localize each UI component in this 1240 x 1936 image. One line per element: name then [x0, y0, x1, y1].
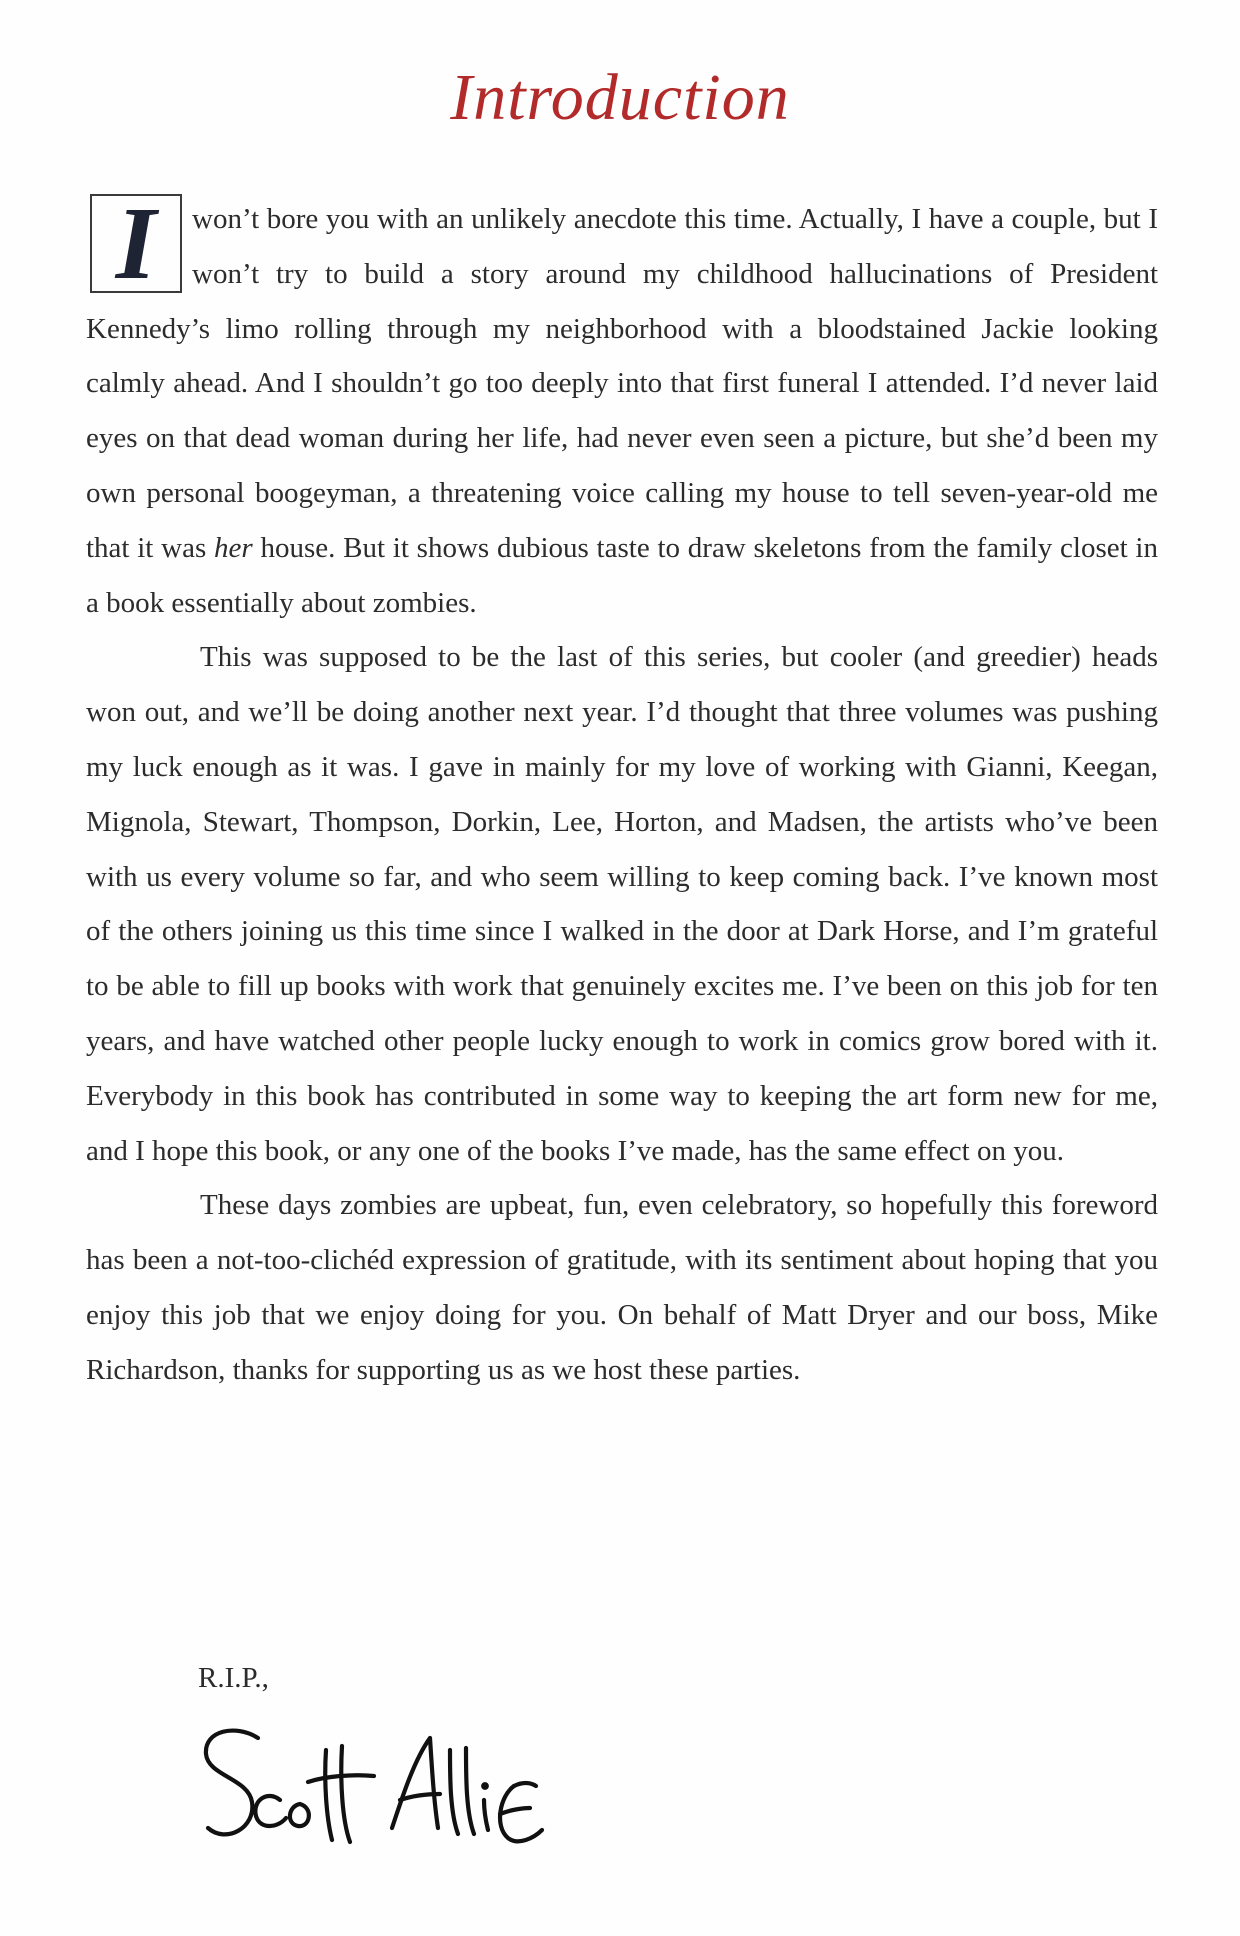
drop-cap-letter: I	[115, 186, 157, 301]
paragraph-3: These days zombies are upbeat, fun, even celebratory, so hopefully this foreword has been a not-too-clichéd expression of gratitude, with its sentiment about hoping that you enjoy this job that we enjoy doing for you. On behalf of Matt Dryer and our boss, Mike Richardson, thanks for supporting us as we host these parties.	[86, 1189, 1158, 1386]
page-title: Introduction	[450, 61, 790, 134]
paragraph-1-text: won’t bore you with an unlikely anecdote this time. Actually, I have a couple, but I won’t try to build a story around my childhood hallucinations of President Kennedy’s limo rolling through my neighborhood with a bloodstained Jackie looking calmly ahead. And I shouldn’t go too deeply into that first funeral I attended. I’d never laid eyes on that dead woman during her life, had never even seen a picture, but she’d been my own personal boogeyman, a threatening voice calling my house to tell seven-year-old me that it was	[86, 203, 1158, 564]
paragraph-1-rest: house. But it shows dubious taste to draw skeletons from the family closet in a book essentially about zombies.	[86, 531, 1158, 619]
paragraph-2: This was supposed to be the last of this series, but cooler (and greedier) heads won out, and we’ll be doing another next year. I’d thought that three volumes was pushing my luck enough as it was. I gave in mainly for my love of working with Gianni, Keegan, Mignola, Stewart, Thompson, Dorkin, Lee, Horton, and Madsen, the artists who’ve been with us every volume so far, and who seem willing to keep coming back. I’ve known most of the others joining us this time since I walked in the door at Dark Horse, and I’m grateful to be able to fill up books with work that genuinely excites me. I’ve been on this job for ten years, and have watched other people lucky enough to work in comics grow bored with it. Everybody in this book has contributed in some way to keeping the art form new for me, and I hope this book, or any one of the books I’ve made, has the same effect on you.	[86, 641, 1158, 1167]
paragraph-1-emphasis: her	[214, 531, 253, 564]
signature-image	[196, 1716, 556, 1866]
body-text	[86, 186, 1158, 1398]
drop-cap-box	[90, 186, 182, 301]
closing-line: R.I.P.,	[198, 1662, 269, 1694]
paragraph-1	[86, 186, 1158, 630]
